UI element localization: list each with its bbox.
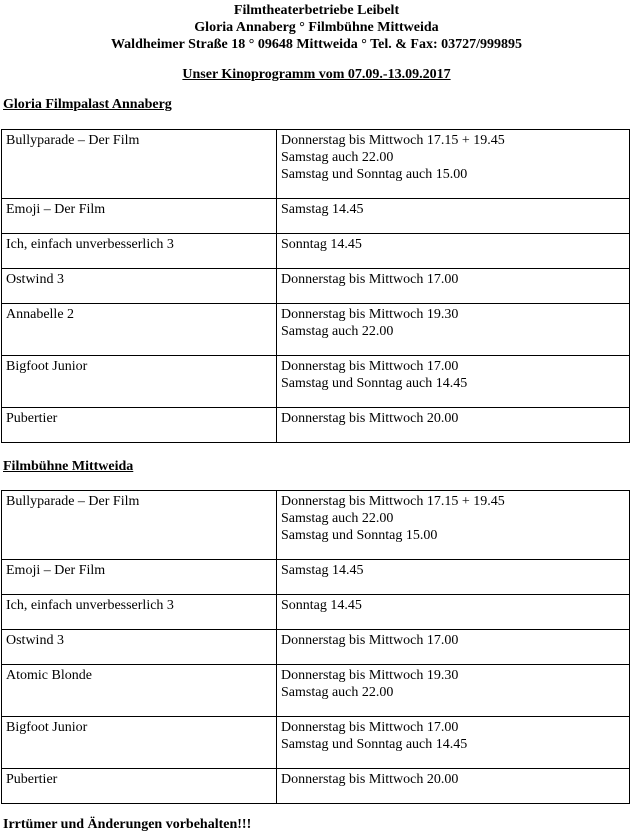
- film-title: Bullyparade – Der Film: [2, 491, 277, 560]
- showtime-line: Donnerstag bis Mittwoch 17.15 + 19.45: [281, 133, 505, 148]
- showtimes: [277, 595, 630, 630]
- table-row: [2, 304, 630, 356]
- film-title: Emoji – Der Film: [2, 199, 277, 234]
- showtime-line: Samstag auch 22.00: [281, 685, 394, 700]
- table-row: [2, 665, 630, 717]
- showtimes: [277, 234, 630, 269]
- showtime-line: Donnerstag bis Mittwoch 17.15 + 19.45: [281, 494, 505, 509]
- showtime-line: Samstag und Sonntag auch 14.45: [281, 737, 468, 752]
- showtimes: [277, 630, 630, 665]
- program-title: Unser Kinoprogramm vom 07.09.-13.09.2017: [182, 67, 451, 82]
- film-title: Pubertier: [2, 408, 277, 443]
- showtime-line: Samstag und Sonntag 15.00: [281, 528, 438, 543]
- showtime-line: Donnerstag bis Mittwoch 17.00: [281, 633, 459, 648]
- showtime-line: Samstag und Sonntag auch 14.45: [281, 376, 468, 391]
- showtimes: [277, 199, 630, 234]
- table-row: [2, 595, 630, 630]
- film-title: Annabelle 2: [2, 304, 277, 356]
- showtime-line: Donnerstag bis Mittwoch 19.30: [281, 668, 459, 683]
- table-row: [2, 491, 630, 560]
- schedule-table-annaberg: [1, 129, 630, 443]
- showtimes: [277, 769, 630, 804]
- showtime-line: Donnerstag bis Mittwoch 17.00: [281, 272, 459, 287]
- film-title: Ostwind 3: [2, 630, 277, 665]
- showtimes: [277, 491, 630, 560]
- table-row: [2, 356, 630, 408]
- showtime-line: Donnerstag bis Mittwoch 20.00: [281, 411, 459, 426]
- showtime-line: Donnerstag bis Mittwoch 17.00: [281, 720, 459, 735]
- table-row: [2, 269, 630, 304]
- showtime-line: Sonntag 14.45: [281, 598, 362, 613]
- showtimes: [277, 356, 630, 408]
- film-title: Bigfoot Junior: [2, 356, 277, 408]
- company-name: Filmtheaterbetriebe Leibelt: [233, 3, 400, 18]
- showtime-line: Samstag auch 22.00: [281, 324, 394, 339]
- showtimes: [277, 269, 630, 304]
- showtimes: [277, 717, 630, 769]
- film-title: Emoji – Der Film: [2, 560, 277, 595]
- film-title: Ich, einfach unverbesserlich 3: [2, 234, 277, 269]
- showtime-line: Samstag auch 22.00: [281, 150, 394, 165]
- table-row: [2, 769, 630, 804]
- showtime-line: Donnerstag bis Mittwoch 19.30: [281, 307, 459, 322]
- showtime-line: Samstag auch 22.00: [281, 511, 394, 526]
- table-row: [2, 560, 630, 595]
- showtime-line: Samstag 14.45: [281, 202, 364, 217]
- venue-heading-mittweida: Filmbühne Mittweida: [3, 459, 134, 474]
- showtimes: [277, 304, 630, 356]
- film-title: Pubertier: [2, 769, 277, 804]
- showtimes: [277, 408, 630, 443]
- disclaimer: Irrtümer und Änderungen vorbehalten!!!: [3, 817, 252, 832]
- table-row: [2, 199, 630, 234]
- film-title: Ostwind 3: [2, 269, 277, 304]
- film-title: Bigfoot Junior: [2, 717, 277, 769]
- venues-line: Gloria Annaberg ° Filmbühne Mittweida: [194, 20, 439, 35]
- showtime-line: Sonntag 14.45: [281, 237, 362, 252]
- showtime-line: Samstag 14.45: [281, 563, 364, 578]
- table-row: [2, 130, 630, 199]
- showtime-line: Samstag und Sonntag auch 15.00: [281, 167, 468, 182]
- table-row: [2, 408, 630, 443]
- venue-heading-annaberg: Gloria Filmpalast Annaberg: [3, 97, 172, 112]
- showtimes: [277, 560, 630, 595]
- showtime-line: Donnerstag bis Mittwoch 17.00: [281, 359, 459, 374]
- film-title: Atomic Blonde: [2, 665, 277, 717]
- film-title: Ich, einfach unverbesserlich 3: [2, 595, 277, 630]
- showtimes: [277, 665, 630, 717]
- table-row: [2, 630, 630, 665]
- showtime-line: Donnerstag bis Mittwoch 20.00: [281, 772, 459, 787]
- film-title: Bullyparade – Der Film: [2, 130, 277, 199]
- document-header: [0, 2, 633, 53]
- table-row: [2, 234, 630, 269]
- schedule-table-mittweida: [1, 490, 630, 804]
- address-line: Waldheimer Straße 18 ° 09648 Mittweida ° Tel. & Fax: 03727/999895: [110, 37, 523, 52]
- showtimes: [277, 130, 630, 199]
- table-row: [2, 717, 630, 769]
